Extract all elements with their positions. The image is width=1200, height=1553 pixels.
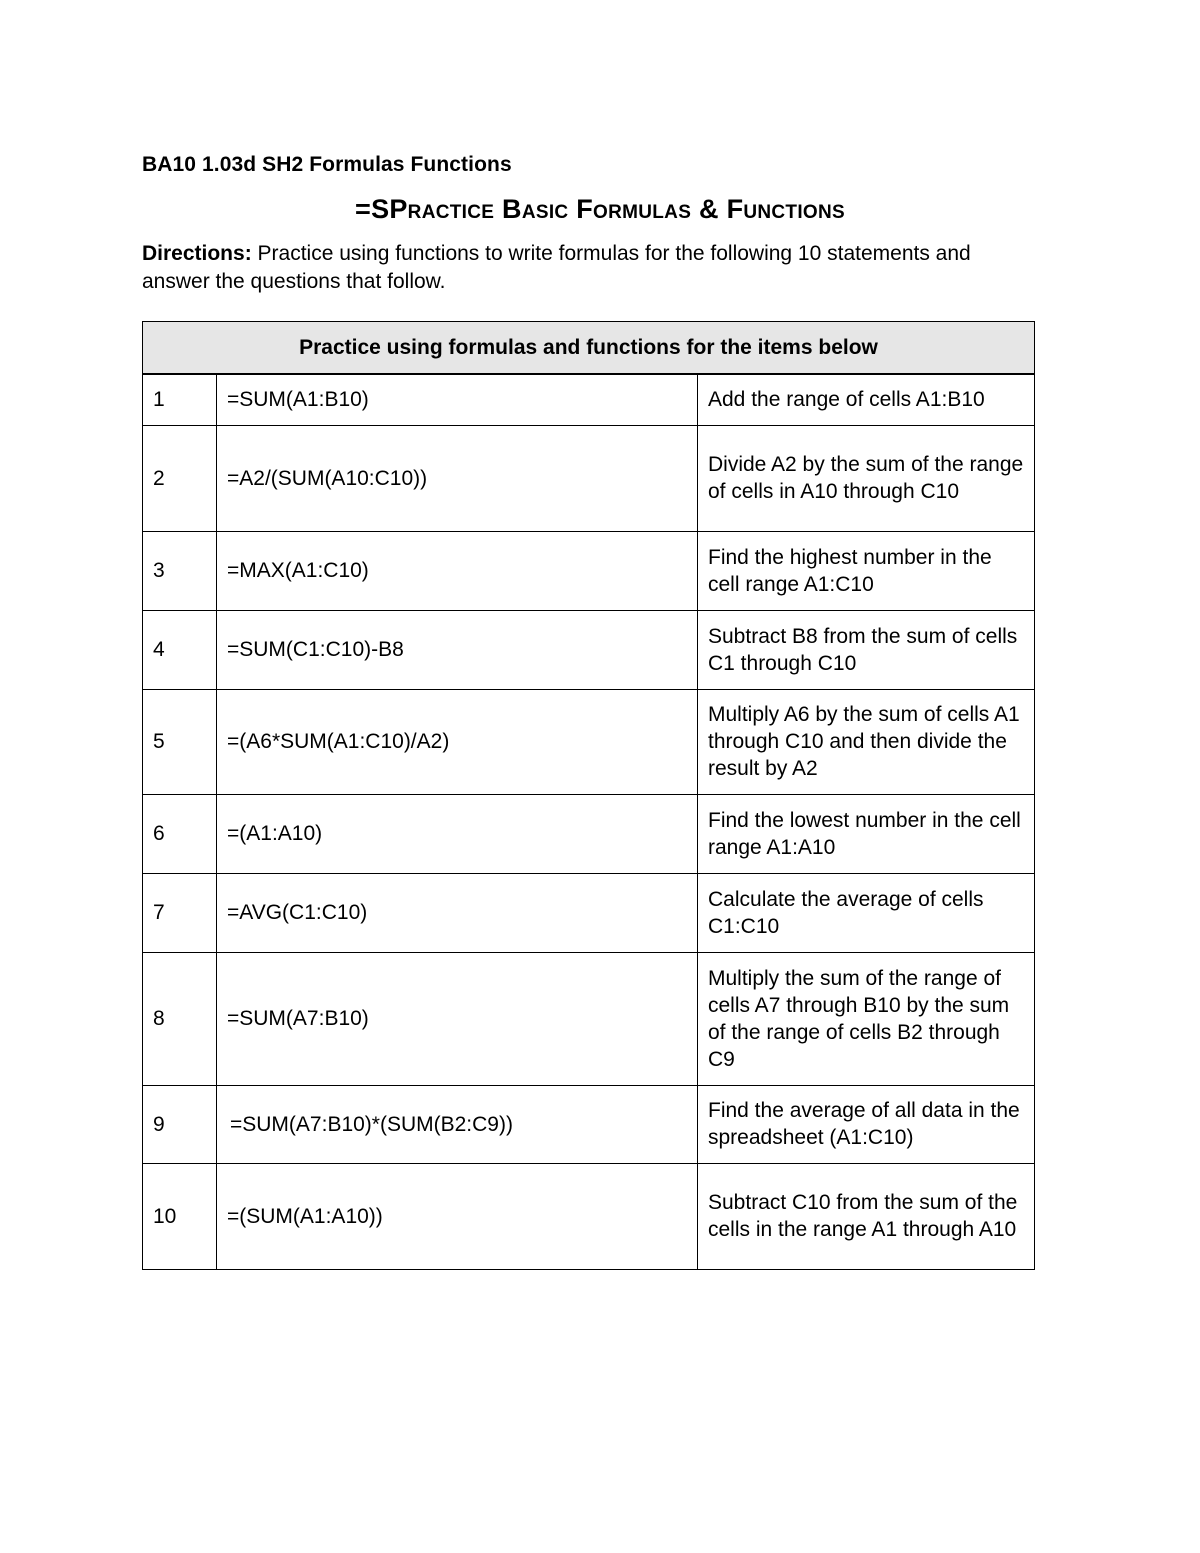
item-number: 2 xyxy=(143,425,217,531)
item-formula: =SUM(C1:C10)-B8 xyxy=(217,610,698,689)
directions-text: Practice using functions to write formulas for the following 10 statements and answer the questions that follow. xyxy=(142,242,971,293)
item-formula: =AVG(C1:C10) xyxy=(217,873,698,952)
item-number: 8 xyxy=(143,952,217,1085)
table-row xyxy=(143,374,1035,425)
item-formula: =A2/(SUM(A10:C10)) xyxy=(217,425,698,531)
table-row xyxy=(143,689,1035,794)
table-row xyxy=(143,952,1035,1085)
document-title: =SPractice Basic Formulas & Functions xyxy=(355,194,845,224)
item-number: 1 xyxy=(143,374,217,425)
table-row xyxy=(143,1163,1035,1269)
item-description: Multiply A6 by the sum of cells A1 through C10 and then divide the result by A2 xyxy=(698,689,1035,794)
item-number: 7 xyxy=(143,873,217,952)
item-description: Divide A2 by the sum of the range of cells in A10 through C10 xyxy=(698,425,1035,531)
item-description: Subtract C10 from the sum of the cells in the range A1 through A10 xyxy=(698,1163,1035,1269)
item-description: Subtract B8 from the sum of cells C1 through C10 xyxy=(698,610,1035,689)
item-formula: =(A6*SUM(A1:C10)/A2) xyxy=(217,689,698,794)
item-number: 6 xyxy=(143,794,217,873)
table-row xyxy=(143,531,1035,610)
item-number: 5 xyxy=(143,689,217,794)
item-formula: =MAX(A1:C10) xyxy=(217,531,698,610)
item-number: 9 xyxy=(143,1085,217,1163)
item-description: Multiply the sum of the range of cells A7 through B10 by the sum of the range of cells B2 through C9 xyxy=(698,952,1035,1085)
practice-table xyxy=(142,321,1035,1270)
item-formula: =SUM(A7:B10) xyxy=(217,952,698,1085)
table-header-row xyxy=(143,322,1035,375)
item-formula: =SUM(A1:B10) xyxy=(217,374,698,425)
item-description: Find the highest number in the cell range A1:C10 xyxy=(698,531,1035,610)
item-formula: =(SUM(A1:A10)) xyxy=(217,1163,698,1269)
item-description: Calculate the average of cells C1:C10 xyxy=(698,873,1035,952)
table-row xyxy=(143,425,1035,531)
directions-paragraph xyxy=(142,240,1042,296)
item-description: Find the lowest number in the cell range A1:A10 xyxy=(698,794,1035,873)
item-formula: =SUM(A7:B10)*(SUM(B2:C9)) xyxy=(217,1085,698,1163)
table-heading: Practice using formulas and functions for the items below xyxy=(143,322,1035,375)
item-description: Add the range of cells A1:B10 xyxy=(698,374,1035,425)
document-header: BA10 1.03d SH2 Formulas Functions xyxy=(142,153,512,176)
item-number: 3 xyxy=(143,531,217,610)
table-row xyxy=(143,1085,1035,1163)
table-row xyxy=(143,794,1035,873)
table-row xyxy=(143,610,1035,689)
table-row xyxy=(143,873,1035,952)
item-description: Find the average of all data in the spreadsheet (A1:C10) xyxy=(698,1085,1035,1163)
item-number: 10 xyxy=(143,1163,217,1269)
item-formula: =(A1:A10) xyxy=(217,794,698,873)
directions-label: Directions: xyxy=(142,242,252,265)
item-number: 4 xyxy=(143,610,217,689)
